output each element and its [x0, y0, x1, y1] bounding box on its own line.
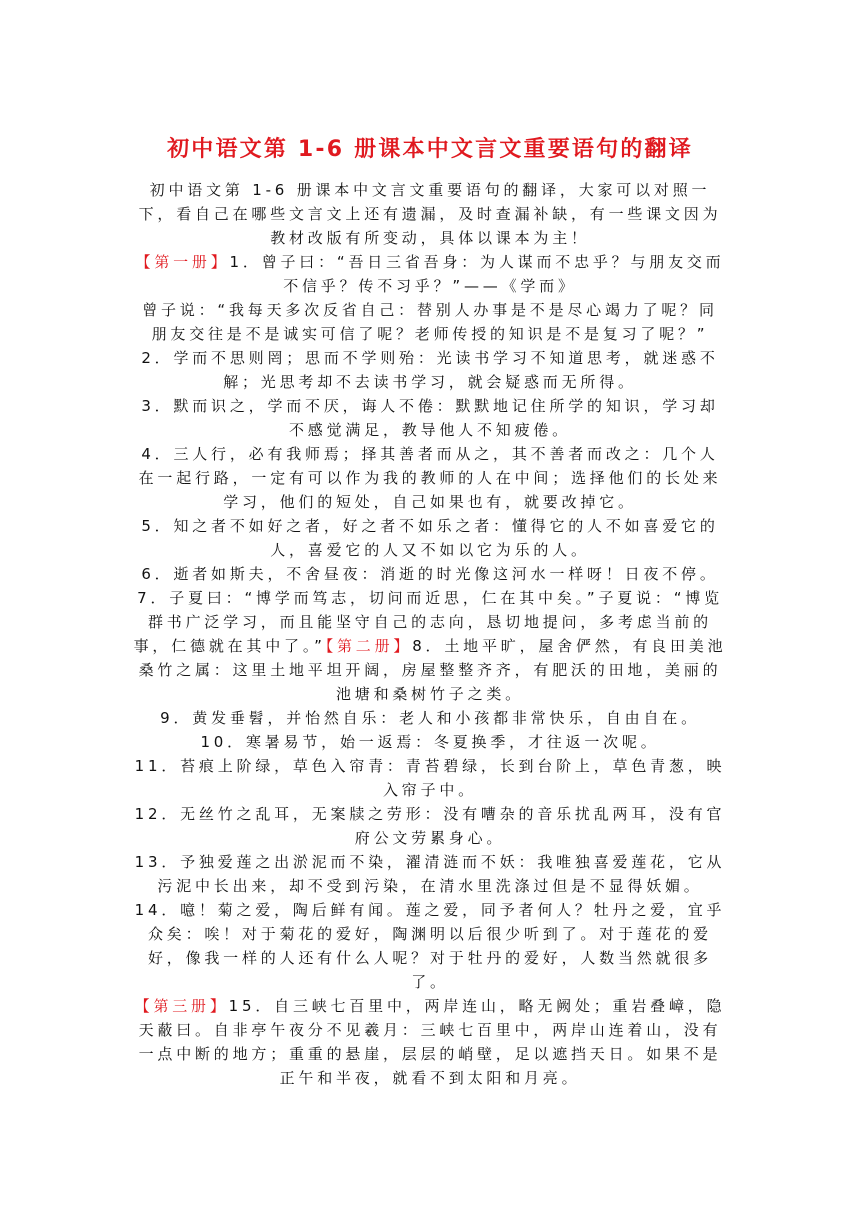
- item-1-text: 1．曾子曰：“吾日三省吾身：为人谋而不忠乎？与朋友交而不信乎？传不习乎？”——《学而》: [229, 253, 725, 295]
- volume-1-tag: 【第一册】: [135, 253, 230, 271]
- item-15-text: 15．自三峡七百里中，两岸连山，略无阙处；重岩叠嶂，隐天蔽曰。自非亭午夜分不见羲月：三峡七百里中，两岸山连着山，没有一点中断的地方；重重的悬崖，层层的峭壁，足以遮挡天日。如果不是正午和半夜，就看不到太阳和月亮。: [138, 997, 726, 1087]
- item-15: [133, 994, 727, 1090]
- item-9: 9．黄发垂髫，并怡然自乐：老人和小孩都非常快乐，自由自在。: [160, 709, 700, 727]
- item-6: 6．逝者如斯夫，不舍昼夜：消逝的时光像这河水一样呀！日夜不停。: [141, 565, 719, 583]
- item-3: 3．默而识之，学而不厌，诲人不倦：默默地记住所学的知识，学习却不感觉满足，教导他人不知疲倦。: [141, 397, 719, 439]
- volume-3-tag: 【第三册】: [134, 997, 229, 1015]
- document-title: 初中语文第 1-6 册课本中文言文重要语句的翻译: [167, 137, 693, 162]
- document-page: [133, 128, 727, 1090]
- item-7-and-8: [133, 586, 727, 706]
- intro-paragraph: 初中语文第 1-6 册课本中文言文重要语句的翻译，大家可以对照一下，看自己在哪些文言文上还有遗漏，及时查漏补缺，有一些课文因为教材改版有所变动，具体以课本为主！: [138, 181, 722, 247]
- item-14: 14．噫！菊之爱，陶后鲜有闻。莲之爱，同予者何人？牡丹之爱，宜乎众矣：唉！对于菊花的爱好，陶渊明以后很少听到了。对于莲花的爱好，像我一样的人还有什么人呢？对于牡丹的爱好，人数当然就很多了。: [134, 901, 726, 991]
- item-8-text: 8．土地平旷，屋舍俨然，有良田美池桑竹之属：这里土地平坦开阔，房屋整整齐齐，有肥沃的田地，美丽的池塘和桑树竹子之类。: [138, 637, 727, 703]
- item-1-translation: 曾子说：“我每天多次反省自己：替别人办事是不是尽心竭力了呢？同朋友交往是不是诚实可信了呢？老师传授的知识是不是复习了呢？”: [142, 301, 718, 343]
- item-7-text: 7．子夏曰：“博学而笃志，切问而近思，仁在其中矣。”子夏说：“博览群书广泛学习，而且能坚守自己的志向，恳切地提问，多考虑当前的事，仁德就在其中了。”: [133, 589, 723, 655]
- item-5: 5．知之者不如好之者，好之者不如乐之者：懂得它的人不如喜爱它的人，喜爱它的人又不如以它为乐的人。: [141, 517, 719, 559]
- item-11: 11．苔痕上阶绿，草色入帘青：青苔碧绿，长到台阶上，草色青葱，映入帘子中。: [134, 757, 726, 799]
- item-1-quote: [133, 250, 727, 298]
- item-10: 10．寒暑易节，始一返焉：冬夏换季，才往返一次呢。: [200, 733, 660, 751]
- item-2: 2．学而不思则罔；思而不学则殆：光读书学习不知道思考，就迷惑不解；光思考却不去读书学习，就会疑惑而无所得。: [141, 349, 719, 391]
- item-13: 13．予独爱莲之出淤泥而不染，濯清涟而不妖：我唯独喜爱莲花，它从污泥中长出来，却不受到污染，在清水里洗涤过但是不显得妖媚。: [134, 853, 726, 895]
- volume-2-tag: 【第二册】: [325, 637, 413, 655]
- item-12: 12．无丝竹之乱耳，无案牍之劳形：没有嘈杂的音乐扰乱两耳，没有官府公文劳累身心。: [134, 805, 726, 847]
- item-4: 4．三人行，必有我师焉；择其善者而从之，其不善者而改之：几个人在一起行路，一定有可以作为我的教师的人在中间；选择他们的长处来学习，他们的短处，自己如果也有，就要改掉它。: [138, 445, 722, 511]
